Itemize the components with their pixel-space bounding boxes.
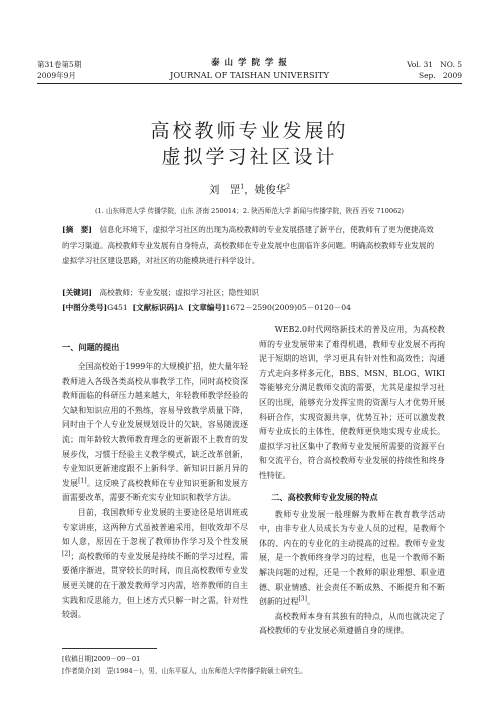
author-bio-text: 刘 罡(1984－)，男，山东平原人，山东师范大学传播学院硕士研究生。	[93, 667, 307, 675]
left-column-body	[62, 360, 248, 623]
left-p2-text: 目前，我国教师专业发展的主要途径是培训班或专家讲座，这两种方式虽被普遍采用，但收效却不尽如人意，原因在于忽视了教师协作学习及个性发展	[62, 507, 248, 547]
author-bio-label: [作者简介]	[62, 667, 94, 675]
citation-ref-3: [3]	[298, 595, 307, 603]
left-column	[62, 340, 248, 623]
article-affiliation: (1. 山东师范大学 传播学院，山东 济南 250014；2. 陕西师范大学 新闻与传播学院，陕西 西安 710062)	[94, 207, 405, 215]
clc-label: [中图分类号]	[62, 303, 108, 312]
abstract-text: 信息化环境下，虚拟学习社区的出现为高校教师的专业发展搭建了新平台，使教师有了更为便捷高效的学习渠道。高校教师专业发展有自身特点，高校教师在专业发展中也面临许多问题。明确高校教师专业发展的虚拟学习社区建设思路，对社区的功能模块进行科学设计。	[62, 225, 435, 265]
article-id-value: 1672－2590(2009)05－0120－04	[225, 303, 351, 312]
doc-code-value: A	[177, 303, 184, 312]
left-p1-end: 。这反映了高校教师在专业知识更新和发展方面需要改革，需要不断充实专业知识和教学方法。	[62, 478, 248, 503]
author-2-affil-mark: 2	[286, 183, 291, 191]
left-p2-end: ；高校教师的专业发展是持续不断的学习过程，需要循序渐进，贯穿较长的时间，而且高校教师专业发展更关键的在于激发教师学习内需，培养教师的自主实践和反思能力，但上述方式只解一时之需，针对性较弱。	[62, 551, 248, 620]
doc-code-label: [文献标识码]	[132, 303, 178, 312]
right-paragraph-2	[259, 508, 445, 610]
article-title-line2: 虚拟学习社区设计	[161, 146, 338, 168]
received-label: [收稿日期]	[62, 655, 94, 663]
abstract	[62, 222, 440, 269]
header-volume-cn: 第31卷第5期	[37, 60, 82, 69]
classification-line	[62, 302, 440, 314]
article-id-label: [文章编号]	[188, 303, 226, 312]
right-column-body	[259, 323, 445, 484]
citation-ref-1: [1]	[78, 477, 87, 485]
author-separator: ，	[244, 184, 255, 196]
author-1: 刘 罡	[208, 184, 241, 196]
right-p2-end: 。	[306, 597, 315, 607]
citation-ref-2: [2]	[62, 550, 71, 558]
right-p2-text: 教师专业发展一般理解为教师在教育教学活动中，由非专业人员成长为专业人员的过程，是教师个体的、内在的专业化的主动提高的过程。教师专业发展，是一个教师终身学习的过程，也是一个教师不断解决问题的过程，还是一个教师的职业理想、职业道德、职业情感、社会责任不断成熟、不断提升和不断创新的过程	[259, 509, 445, 607]
left-paragraph-1	[62, 360, 248, 506]
right-paragraph-3: 高校教师本身有其独有的特点，从而也就决定了高校教师的专业发展必须遵循自身的规律。	[259, 611, 445, 636]
received-date: 2009－09－01	[93, 655, 141, 663]
header-journal-cn: 泰 山 学 院 学 报	[211, 58, 288, 68]
author-2: 姚俊华	[254, 184, 287, 196]
header-journal-en: JOURNAL OF TAISHAN UNIVERSITY	[170, 70, 329, 80]
header-date-cn: 2009年9月	[37, 71, 76, 80]
abstract-label: [摘 要]	[62, 225, 92, 234]
author-1-affil-mark: 1	[240, 183, 245, 191]
keywords-label: [关键词]	[62, 288, 92, 297]
right-column-body-2	[259, 508, 445, 639]
footnote-author-bio	[62, 666, 307, 676]
article-title-line1: 高校教师专业发展的	[150, 120, 349, 142]
article-authors	[0, 182, 499, 197]
section1-heading: 一、问题的提出	[62, 342, 120, 352]
header-volume-en: Vol. 31 NO. 5	[407, 60, 462, 69]
clc-value: G451	[107, 303, 128, 312]
footnote-rule	[62, 648, 157, 649]
left-paragraph-2	[62, 506, 248, 623]
keywords	[62, 287, 440, 299]
header-date-en: Sep. 2009	[418, 71, 462, 80]
keywords-text: 高校教师；专业发展；虚拟学习社区；隐性知识	[91, 288, 260, 297]
left-p1-text: 全国高校始于1999年的大规模扩招，使大量年轻教师进入各级各类高校从事教学工作，同时高校资深教师面临的科研压力越来越大，年轻教师教学经验的欠缺和知识应用的不熟练，容易导致教学质量下降，同时由于个人专业发展规划设计的欠缺，容易随波逐流；而年龄较大教师教育理念的更新跟不上教育的发展步伐，习惯于经验主义教学模式，缺乏改革创新，专业知识更新速度跟不上新科学、新知识日新月异的发展	[62, 362, 248, 488]
footnote-received	[62, 654, 140, 664]
section2-heading: 二、高校教师专业发展的特点	[271, 491, 378, 502]
right-paragraph-1: WEB2.0时代网络新技术的普及应用，为高校教师的专业发展带来了难得机遇，教师专业发展不再拘泥于短期的培训，学习更具有针对性和高效性；沟通方式走向多样多元化，BBS、MSN、BLOG、WIKI等能够充分满足教师交流的需要，尤其是虚拟学习社区的出现，能够充分发挥宝贵的资源与人才优势开展科研合作，实现资源共享，优势互补；还可以激发教师专业成长的主体性，使教师更快地实现专业成长。虚拟学习社区集中了教师专业发展所需要的资源平台和交流平台，符合高校教师专业发展的持续性和终身性特征。	[259, 325, 445, 480]
header-rule	[37, 83, 462, 84]
right-column	[259, 323, 445, 639]
